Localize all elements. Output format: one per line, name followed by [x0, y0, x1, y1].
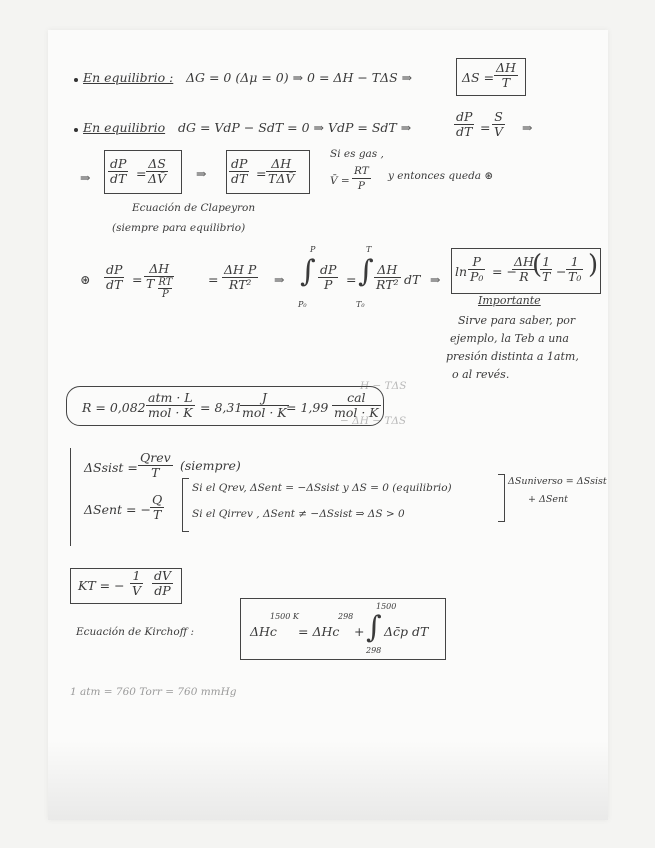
atm-l-unit-fraction [146, 391, 195, 420]
dp-over-p-fraction [318, 263, 338, 292]
denominator: dT [456, 124, 473, 139]
denominator: dT [231, 171, 248, 186]
note-line-1: Sirve para saber, por [458, 314, 576, 327]
implies-arrow: ⇒ [80, 170, 91, 185]
denominator: V [494, 124, 504, 139]
numerator: Qrev [140, 450, 171, 465]
denominator: RT² [376, 277, 399, 292]
star-marker-icon: ⊛ [80, 272, 91, 287]
plus-sign: + [354, 624, 365, 639]
integral-lower-limit: 298 [366, 646, 382, 655]
equals-sign: = [136, 166, 147, 181]
rt-over-p-nested [158, 277, 172, 300]
cal-unit-fraction [332, 391, 381, 420]
case-bracket-left [182, 478, 189, 532]
universe-entropy-line-1: ΔSuniverso = ΔSsist [508, 476, 607, 487]
implies-arrow: ⇒ [274, 272, 285, 287]
equals-sign: = [208, 272, 219, 287]
denominator: P [357, 180, 365, 192]
numerator: cal [332, 391, 381, 406]
dh-tdv-fraction [266, 157, 296, 186]
numerator: dP [231, 156, 248, 171]
universe-entropy-line-2: + ΔSent [528, 494, 568, 505]
one-over-v-fraction [130, 569, 143, 598]
numerator: dV [154, 568, 172, 583]
bleed-through-text: − ΔH − TΔS [340, 415, 407, 427]
denominator: mol · K [334, 405, 379, 420]
kirchhoff-rhs-superscript: 298 [338, 612, 354, 621]
dp-dt-fraction [108, 157, 128, 186]
qrev-over-t-fraction [138, 451, 173, 480]
numerator: RT [158, 277, 173, 288]
integral-lower-limit: T₀ [356, 300, 365, 309]
denominator: TΔV̄ [268, 171, 295, 186]
integral-sign: ∫ [366, 610, 382, 645]
denominator: RT² [228, 277, 252, 292]
implies-arrow: ⇒ [430, 272, 441, 287]
numerator: ΔH [374, 263, 401, 278]
always-note: (siempre) [180, 458, 241, 473]
entropy-fraction [494, 61, 518, 90]
rt-over-p-fraction [352, 164, 371, 193]
case-bracket-right [498, 474, 505, 522]
numerator: ΔH [496, 60, 516, 75]
note-line-4: o al revés. [452, 368, 510, 381]
kirchhoff-integrand: Δc̄p dT [384, 624, 429, 639]
pressure-conversion: 1 atm = 760 Torr = 760 mmHg [70, 686, 237, 698]
dh-over-rt2-fraction [374, 263, 401, 292]
irreversible-case: Si el Qirrev , ΔSent ≠ −ΔSsist ⇒ ΔS > 0 [192, 508, 405, 520]
dv-dp-fraction [152, 569, 173, 598]
dp-dt-fraction [104, 263, 124, 292]
equilibrium-label: En equilibrio : [83, 70, 174, 85]
equals-sign: = [480, 120, 491, 135]
denominator: dT [110, 171, 127, 186]
bleed-through-text: H − TΔS [360, 380, 407, 392]
denominator: mol · K [148, 405, 193, 420]
equals-sign: = [346, 272, 357, 287]
dhp-over-rt2-fraction [222, 263, 258, 292]
numerator: 1 [540, 255, 552, 270]
implies-arrow: ⇒ [522, 120, 533, 135]
q-over-t-fraction [150, 493, 164, 522]
s-over-v-fraction [492, 110, 505, 139]
denominator: T₀ [568, 269, 582, 284]
dp-dt-fraction [229, 157, 249, 186]
surroundings-entropy-lhs: ΔSent = − [84, 502, 151, 517]
reversible-case: Si el Qrev, ΔSent = −ΔSsist y ΔS = 0 (equilibrio) [192, 482, 452, 494]
numerator: J [240, 391, 289, 406]
one-over-t0-fraction [566, 255, 583, 284]
kirchhoff-label: Ecuación de Kirchoff : [76, 626, 195, 638]
close-paren: ) [588, 250, 599, 280]
then-remains-text: y entonces queda ⊛ [388, 170, 494, 182]
note-line-2: ejemplo, la Teb a una [450, 332, 569, 345]
numerator: atm · L [146, 391, 195, 406]
numerator: 1 [130, 569, 143, 584]
denominator: R [519, 269, 529, 284]
implies-arrow: ⇒ [196, 166, 207, 181]
numerator: dP [456, 109, 473, 124]
molar-volume-lhs: V̄ = [330, 175, 350, 187]
important-label: Importante [478, 294, 541, 307]
dt-differential: dT [404, 272, 421, 287]
denominator: ΔV̄ [148, 171, 167, 186]
denominator: T [152, 507, 162, 522]
kirchhoff-lhs-superscript: 1500 K [270, 612, 299, 621]
denominator: mol · K [242, 405, 287, 420]
gas-constant-calories: = 1,99 [286, 400, 329, 415]
p-over-p0-fraction [468, 255, 485, 284]
dp-dt-fraction [454, 110, 474, 139]
numerator: ΔH [144, 262, 174, 277]
compressibility-lhs: KT = − [78, 578, 125, 593]
equals-minus: = − [492, 264, 517, 279]
natural-log: ln [455, 264, 468, 279]
left-brace [70, 448, 71, 546]
bullet-point [74, 78, 78, 82]
clapeyron-caption: Ecuación de Clapeyron [132, 202, 256, 214]
kirchhoff-lhs: ΔHc [250, 624, 277, 639]
open-paren: ( [532, 250, 543, 280]
integral-lower-limit: P₀ [298, 300, 307, 309]
one-over-t-fraction [540, 255, 552, 284]
gas-constant-joules: = 8,31 [200, 400, 243, 415]
numerator: Q [152, 492, 163, 507]
numerator: ΔS [146, 157, 168, 172]
note-line-3: presión distinta a 1atm, [446, 350, 579, 363]
denominator: P [161, 289, 169, 300]
gas-condition: Si es gas , [330, 148, 384, 160]
denominator: dP [154, 583, 171, 598]
joule-unit-fraction [240, 391, 289, 420]
clapeyron-subcaption: (siempre para equilibrio) [112, 222, 246, 234]
denominator: P₀ [470, 269, 484, 284]
entropy-lhs: ΔS = [462, 70, 495, 85]
gibbs-differential-equation: dG = VdP − SdT = 0 ⇒ VdP = SdT ⇒ [178, 120, 412, 135]
bullet-point [74, 128, 78, 132]
ds-dv-fraction [146, 157, 168, 186]
system-entropy-lhs: ΔSsist = [84, 460, 138, 475]
numerator: dP [320, 262, 337, 277]
denominator: V [132, 583, 142, 598]
denominator: P [324, 277, 333, 292]
integral-upper-limit: T [366, 245, 372, 254]
numerator: ΔH [266, 157, 296, 172]
numerator: dP [106, 262, 123, 277]
numerator: S [492, 110, 505, 125]
dh-over-tv-fraction [144, 262, 174, 300]
integral-upper-limit: P [310, 245, 316, 254]
equals-sign: = [256, 166, 267, 181]
numerator: RT [354, 165, 369, 177]
numerator: dP [110, 156, 127, 171]
numerator: P [468, 255, 485, 270]
page-fold-shadow [48, 740, 608, 820]
t-factor: T [146, 276, 155, 291]
integral-sign: ∫ [358, 254, 374, 289]
integral-upper-limit: 1500 [376, 602, 397, 611]
denominator: dT [106, 277, 123, 292]
denominator: T [542, 269, 551, 284]
denominator: T [151, 465, 160, 480]
denominator [144, 277, 174, 300]
integral-sign: ∫ [300, 254, 316, 289]
equilibrium-label: En equilibrio [83, 120, 166, 135]
gibbs-equation: ΔG = 0 (Δμ = 0) ⇒ 0 = ΔH − TΔS ⇒ [186, 70, 413, 85]
kirchhoff-reference-enthalpy: = ΔHc [298, 624, 340, 639]
denominator: T [501, 75, 511, 90]
minus-sign: − [556, 264, 567, 279]
numerator: ΔH P [224, 262, 257, 277]
numerator: ΔH [514, 254, 534, 269]
equals-sign: = [132, 272, 143, 287]
gas-constant-value: R = 0,082 [82, 400, 146, 415]
numerator: 1 [566, 255, 583, 270]
